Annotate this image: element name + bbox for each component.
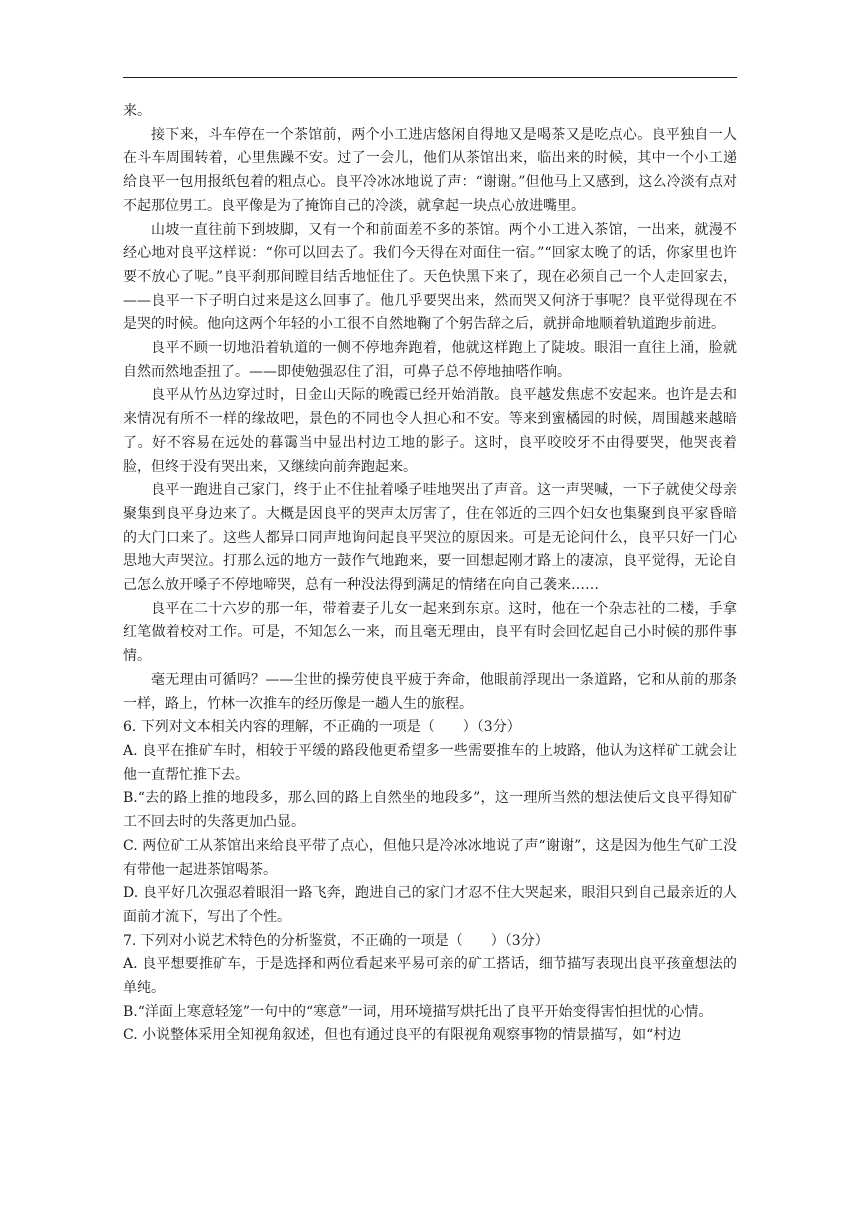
option-c: C. 小说整体采用全知视角叙述，但也有通过良平的有限视角观察事物的情景描写，如“村边	[123, 1027, 682, 1044]
passage-paragraph: 良平一跑进自己家门，终于止不住扯着嗓子哇地哭出了声音。这一声哭喊，一下子就使父母亲聚集到良平身边来了。大概是因良平的哭声太厉害了，住在邻近的三四个妇女也集聚到良平家昏暗的大门口来了。这些人都异口同声地询问起良平哭泣的原因来。可是无论问什么，良平只好一门心思地大声哭泣。打那么远的地方一鼓作气地跑来，要一回想起刚才路上的凄凉，良平觉得，无论自己怎么放开嗓子不停地啼哭，总有一种没法得到满足的情绪在向自己袭来……	[123, 482, 737, 594]
option-d: D. 良平好几次强忍着眼泪一路飞奔，跑进自己的家门才忍不住大哭起来，眼泪只到自己最亲近的人面前才流下，写出了个性。	[123, 885, 737, 925]
question-6	[123, 716, 737, 929]
passage-paragraph: 山坡一直往前下到坡脚，又有一个和前面差不多的茶馆。两个小工进入茶馆，一出来，就漫不经心地对良平这样说：“你可以回去了。我们今天得在对面住一宿。”“回家太晚了的话，你家里也许要不放心了呢。”良平刹那间瞠目结舌地怔住了。天色快黑下来了，现在必须自己一个人走回家去，——良平一下子明白过来是这么回事了。他几乎要哭出来，然而哭又何济于事呢？良平觉得现在不是哭的时候。他向这两个年轻的小工很不自然地鞠了个躬告辞之后，就拼命地顺着轨道跑步前进。	[123, 221, 737, 333]
passage-paragraph: 良平不顾一切地沿着轨道的一侧不停地奔跑着，他就这样跑上了陡坡。眼泪一直往上涌，脸就自然而然地歪扭了。——即使勉强忍住了泪，可鼻子总不停地抽嗒作响。	[123, 340, 737, 380]
passage-paragraph: 来。	[123, 103, 151, 119]
header-rule	[123, 77, 737, 78]
option-a: A. 良平在推矿车时，相较于平缓的路段他更希望多一些需要推车的上坡路，他认为这样矿工就会让他一直帮忙推下去。	[123, 742, 737, 783]
passage-paragraph: 良平在二十六岁的那一年，带着妻子儿女一起来到东京。这时，他在一个杂志社的二楼，手拿红笔做着校对工作。可是，不知怎么一来，而且毫无理由，良平有时会回忆起自己小时候的那件事情。	[123, 600, 737, 665]
option-a: A. 良平想要推矿车，于是选择和两位看起来平易可亲的矿工搭话，细节描写表现出良平孩童想法的单纯。	[123, 956, 737, 997]
question-7	[123, 930, 737, 1049]
passage	[123, 100, 737, 716]
page-body	[123, 100, 737, 1048]
passage-paragraph: 接下来，斗车停在一个茶馆前，两个小工进店悠闲自得地又是喝茶又是吃点心。良平独自一人在斗车周围转着，心里焦躁不安。过了一会儿，他们从茶馆出来，临出来的时候，其中一个小工递给良平一包用报纸包着的粗点心。良平冷冰冰地说了声：“谢谢。”但他马上又感到，这么冷淡有点对不起那位男工。良平像是为了掩饰自己的冷淡，就拿起一块点心放进嘴里。	[123, 126, 737, 214]
question-stem: 7. 下列对小说艺术特色的分析鉴赏，不正确的一项是（ ）（3分）	[123, 932, 549, 949]
question-stem: 6. 下列对文本相关内容的理解，不正确的一项是（ ）（3分）	[123, 719, 521, 736]
passage-paragraph: 良平从竹丛边穿过时，日金山天际的晚霞已经开始消散。良平越发焦虑不安起来。也许是去和来情况有所不一样的缘故吧，景色的不同也令人担心和不安。等来到蜜橘园的时候，周围越来越暗了。好不容易在远处的暮霭当中显出村边工地的影子。这时，良平咬咬牙不由得要哭，他哭丧着脸，但终于没有哭出来，又继续向前奔跑起来。	[123, 387, 737, 475]
option-b: B.“去的路上推的地段多，那么回的路上自然坐的地段多”，这一理所当然的想法使后文良平得知矿工不回去时的失落更加凸显。	[123, 790, 737, 831]
option-c: C. 两位矿工从茶馆出来给良平带了点心，但他只是冷冰冰地说了声“谢谢”，这是因为他生气矿工没有带他一起进茶馆喝茶。	[123, 837, 737, 878]
option-b: B.“洋面上寒意轻笼”一句中的“寒意”一词，用环境描写烘托出了良平开始变得害怕担忧的心情。	[123, 1003, 713, 1020]
passage-paragraph: 毫无理由可循吗？——尘世的操劳使良平疲于奔命，他眼前浮现出一条道路，它和从前的那条一样，路上，竹林一次推车的经历像是一趟人生的旅程。	[123, 671, 737, 712]
